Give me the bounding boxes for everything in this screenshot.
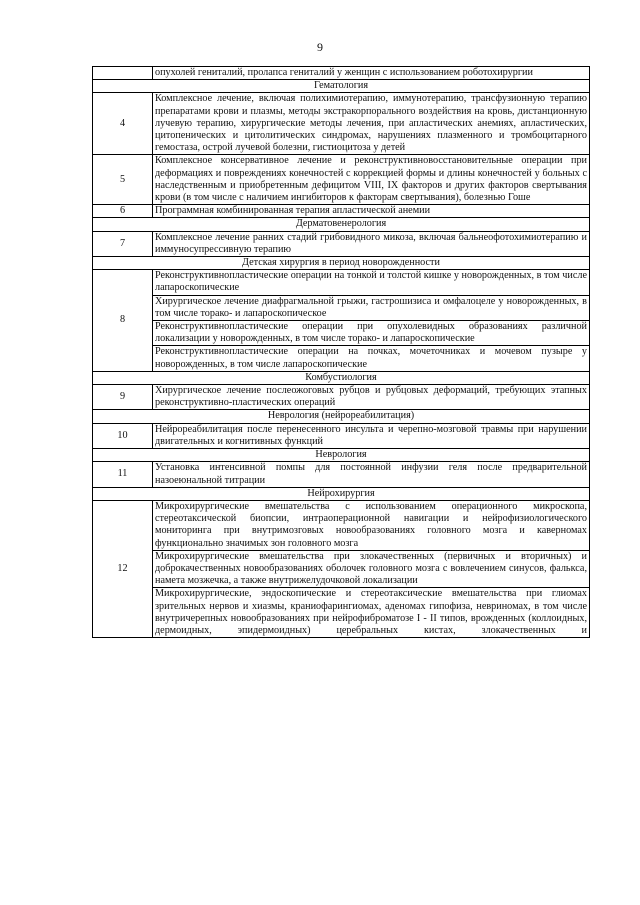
number-cell: 8 bbox=[93, 270, 153, 372]
table-row bbox=[93, 462, 590, 487]
table-row bbox=[93, 93, 590, 155]
treatment-cell: Установка интенсивной помпы для постоянной инфузии геля после предварительной назоеюнальной титрации bbox=[153, 462, 590, 487]
number-cell: 6 bbox=[93, 205, 153, 218]
page-number: 9 bbox=[317, 40, 323, 54]
number-cell bbox=[93, 67, 153, 80]
treatment-table bbox=[92, 66, 590, 638]
table-row bbox=[93, 67, 590, 80]
section-row bbox=[93, 218, 590, 231]
section-row bbox=[93, 371, 590, 384]
table-row bbox=[93, 155, 590, 205]
treatment-cell: Микрохирургические вмешательства при злокачественных (первичных и вторичных) и доброкачественных новообразованиях оболочек головного мозга с вовлечением синусов, фалькса, намета мозжечка, а также внутрижелудочковой локализации bbox=[153, 550, 590, 588]
treatment-cell: Микрохирургические, эндоскопические и стереотаксические вмешательства при глиомах зрительных нервов и хиазмы, краниофарингиомах, аденомах гипофиза, невриномах, в том числе внутричерепных новообразованиях при нейрофиброматозе I - II типов, врожденных (коллоидных, дермоидных, эпидермоидных) церебральных кистах, злокачественных и bbox=[153, 588, 590, 638]
table-row bbox=[93, 321, 590, 346]
table-row bbox=[93, 385, 590, 410]
section-row bbox=[93, 449, 590, 462]
treatment-cell: Нейрореабилитация после перенесенного инсульта и черепно-мозговой травмы при нарушении двигательных и когнитивных функций bbox=[153, 423, 590, 448]
section-combustiology: Комбустиология bbox=[93, 371, 590, 384]
section-neurorehabilitation: Неврология (нейрореабилитация) bbox=[93, 410, 590, 423]
treatment-cell: Комплексное лечение, включая полихимиотерапию, иммунотерапию, трансфузионную терапию препаратами крови и плазмы, методы экстракорпорального воздействия на кровь, дистанционную лучевую терапию, хирургические методы лечения, при апластических анемиях, апластических, цитопенических и цитолитических синдромах, нарушениях плазменного и тромбоцитарного гемостаза, острой лучевой болезни, гистиоцитоза у детей bbox=[153, 93, 590, 155]
section-row bbox=[93, 487, 590, 500]
table-row bbox=[93, 550, 590, 588]
section-neonatal-surgery: Детская хирургия в период новорожденности bbox=[93, 257, 590, 270]
number-cell: 5 bbox=[93, 155, 153, 205]
number-cell: 7 bbox=[93, 231, 153, 256]
section-row bbox=[93, 80, 590, 93]
treatment-cell: Комплексное консервативное лечение и реконструктивновосстановительные операции при деформациях и повреждениях конечностей с коррекцией формы и длины конечностей у больных с наследственным и приобретенным дефицитом VIII, IX факторов и других факторов свертывания крови (в том числе с наличием ингибиторов к факторам свертывания), болезнью Гоше bbox=[153, 155, 590, 205]
treatment-cell: Хирургическое лечение диафрагмальной грыжи, гастрошизиса и омфалоцеле у новорожденных, в том числе торако- и лапароскопическое bbox=[153, 295, 590, 320]
number-cell: 4 bbox=[93, 93, 153, 155]
table-row bbox=[93, 588, 590, 638]
treatment-cell: Реконструктивнопластические операции при опухолевидных образованиях различной локализации у новорожденных, в том числе торако- и лапароскопические bbox=[153, 321, 590, 346]
table-row bbox=[93, 270, 590, 295]
treatment-cell: Хирургическое лечение послеожоговых рубцов и рубцовых деформаций, требующих этапных реконструктивно-пластических операций bbox=[153, 385, 590, 410]
number-cell: 10 bbox=[93, 423, 153, 448]
treatment-cell: Реконструктивнопластические операции на почках, мочеточниках и мочевом пузыре у новорожденных, в том числе лапароскопические bbox=[153, 346, 590, 371]
table-row bbox=[93, 295, 590, 320]
section-dermatovenereology: Дерматовенерология bbox=[93, 218, 590, 231]
number-cell: 11 bbox=[93, 462, 153, 487]
section-neurology: Неврология bbox=[93, 449, 590, 462]
table-row bbox=[93, 500, 590, 550]
section-neurosurgery: Нейрохирургия bbox=[93, 487, 590, 500]
treatment-cell: Комплексное лечение ранних стадий грибовидного микоза, включая бальнеофотохимиотерапию и иммуносупрессивную терапию bbox=[153, 231, 590, 256]
table-row bbox=[93, 231, 590, 256]
table-row bbox=[93, 423, 590, 448]
number-cell: 12 bbox=[93, 500, 153, 637]
treatment-cell: Реконструктивнопластические операции на тонкой и толстой кишке у новорожденных, в том числе лапароскопические bbox=[153, 270, 590, 295]
treatment-cell: опухолей гениталий, пролапса гениталий у женщин с использованием роботохирургии bbox=[153, 67, 590, 80]
section-row bbox=[93, 257, 590, 270]
section-hematology: Гематология bbox=[93, 80, 590, 93]
table-row bbox=[93, 346, 590, 371]
table-row bbox=[93, 205, 590, 218]
number-cell: 9 bbox=[93, 385, 153, 410]
treatment-cell: Микрохирургические вмешательства с использованием операционного микроскопа, стереотаксической биопсии, интраоперационной навигации и нейрофизиологического мониторинга при внутримозговых новообразованиях головного мозга и каверномах функционально значимых зон головного мозга bbox=[153, 500, 590, 550]
section-row bbox=[93, 410, 590, 423]
treatment-cell: Программная комбинированная терапия апластической анемии bbox=[153, 205, 590, 218]
